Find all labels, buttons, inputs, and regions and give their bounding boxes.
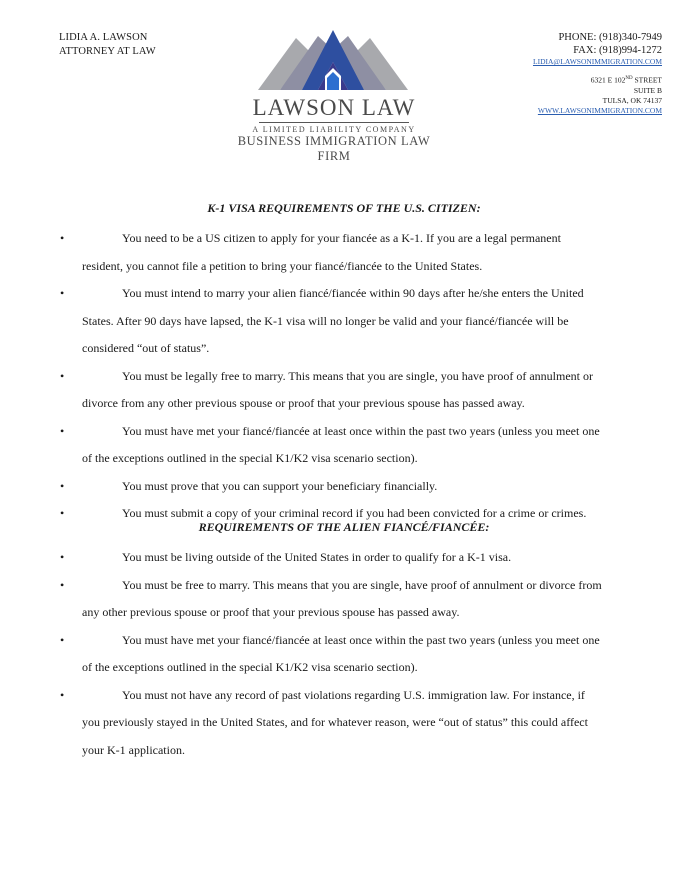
- email-link[interactable]: LIDIA@LAWSONIMMIGRATION.COM: [532, 57, 662, 66]
- logo-llc: A LIMITED LIABILITY COMPANY: [252, 125, 416, 134]
- citizen-requirements-list: [0, 225, 688, 528]
- bullet: •: [60, 550, 65, 564]
- house-mountain-icon: [258, 28, 408, 90]
- list-item: • You must be legally free to marry. This means that you are single, you have proof of annulment or divorce from any other previous spouse or proof that your previous spouse has passed away.: [0, 363, 688, 418]
- bullet: •: [60, 506, 65, 520]
- bullet: •: [60, 687, 65, 702]
- website-link[interactable]: WWW.LAWSONIMMIGRATION.COM: [537, 105, 662, 115]
- fax: FAX: (918)994-1272: [573, 45, 662, 56]
- bullet: •: [60, 423, 65, 438]
- address-line-1: 6321 E 102ND STREET: [590, 75, 662, 85]
- address-line-3: TULSA, OK 74137: [602, 95, 662, 105]
- list-item: • You must have met your fiancé/fiancée at least once within the past two years (unless you meet one of the exceptions outlined in the special K1/K2 visa scenario section).: [0, 418, 688, 473]
- attorney-block: [59, 31, 156, 59]
- section-heading-citizen: K-1 VISA REQUIREMENTS OF THE U.S. CITIZEN:: [207, 201, 481, 215]
- firm-logo: [229, 28, 439, 163]
- logo-divider: [259, 122, 409, 123]
- attorney-name: LIDIA A. LAWSON: [59, 32, 148, 43]
- fiance-requirements-list: [0, 544, 688, 764]
- logo-tagline: BUSINESS IMMIGRATION LAW FIRM: [237, 134, 431, 163]
- list-item: • You must have met your fiancé/fiancée at least once within the past two years (unless you meet one of the exceptions outlined in the special K1/K2 visa scenario section).: [0, 627, 688, 682]
- bullet: •: [60, 368, 65, 383]
- list-item: • You must be living outside of the United States in order to qualify for a K-1 visa.: [0, 544, 688, 572]
- list-item: • You need to be a US citizen to apply for your fiancée as a K-1. If you are a legal permanent resident, you cannot file a petition to bring your fiancé/fiancée to the United States.: [0, 225, 688, 280]
- section-heading-fiance: REQUIREMENTS OF THE ALIEN FIANCÉ/FIANCÉE:: [198, 520, 490, 534]
- address: [533, 74, 662, 106]
- bullet: •: [60, 231, 65, 245]
- bullet: •: [60, 478, 65, 493]
- list-item: • You must intend to marry your alien fiancé/fiancée within 90 days after he/she enters the United States. After 90 days have lapsed, the K-1 visa will no longer be valid and your fiancé/fiancée will be considered “out of status”.: [0, 280, 688, 363]
- bullet: •: [60, 286, 65, 300]
- bullet: •: [60, 632, 65, 647]
- list-item: • You must prove that you can support your beneficiary financially.: [0, 473, 688, 501]
- attorney-title: ATTORNEY AT LAW: [59, 46, 156, 57]
- list-item: • You must submit a copy of your criminal record if you had been convicted for a crime or crimes.: [0, 500, 688, 528]
- logo-name: LAWSON LAW: [252, 95, 416, 120]
- list-item: • You must not have any record of past violations regarding U.S. immigration law. For instance, if you previously stayed in the United States, and for whatever reason, were “out of status” this could affect your K-1 application.: [0, 682, 688, 765]
- bullet: •: [60, 577, 65, 592]
- contact-block: [533, 31, 662, 115]
- list-item: • You must be free to marry. This means that you are single, have proof of annulment or divorce from any other previous spouse or proof that your previous spouse has passed away.: [0, 572, 688, 627]
- address-line-2: SUITE B: [633, 85, 662, 95]
- phone: PHONE: (918)340-7949: [558, 32, 662, 43]
